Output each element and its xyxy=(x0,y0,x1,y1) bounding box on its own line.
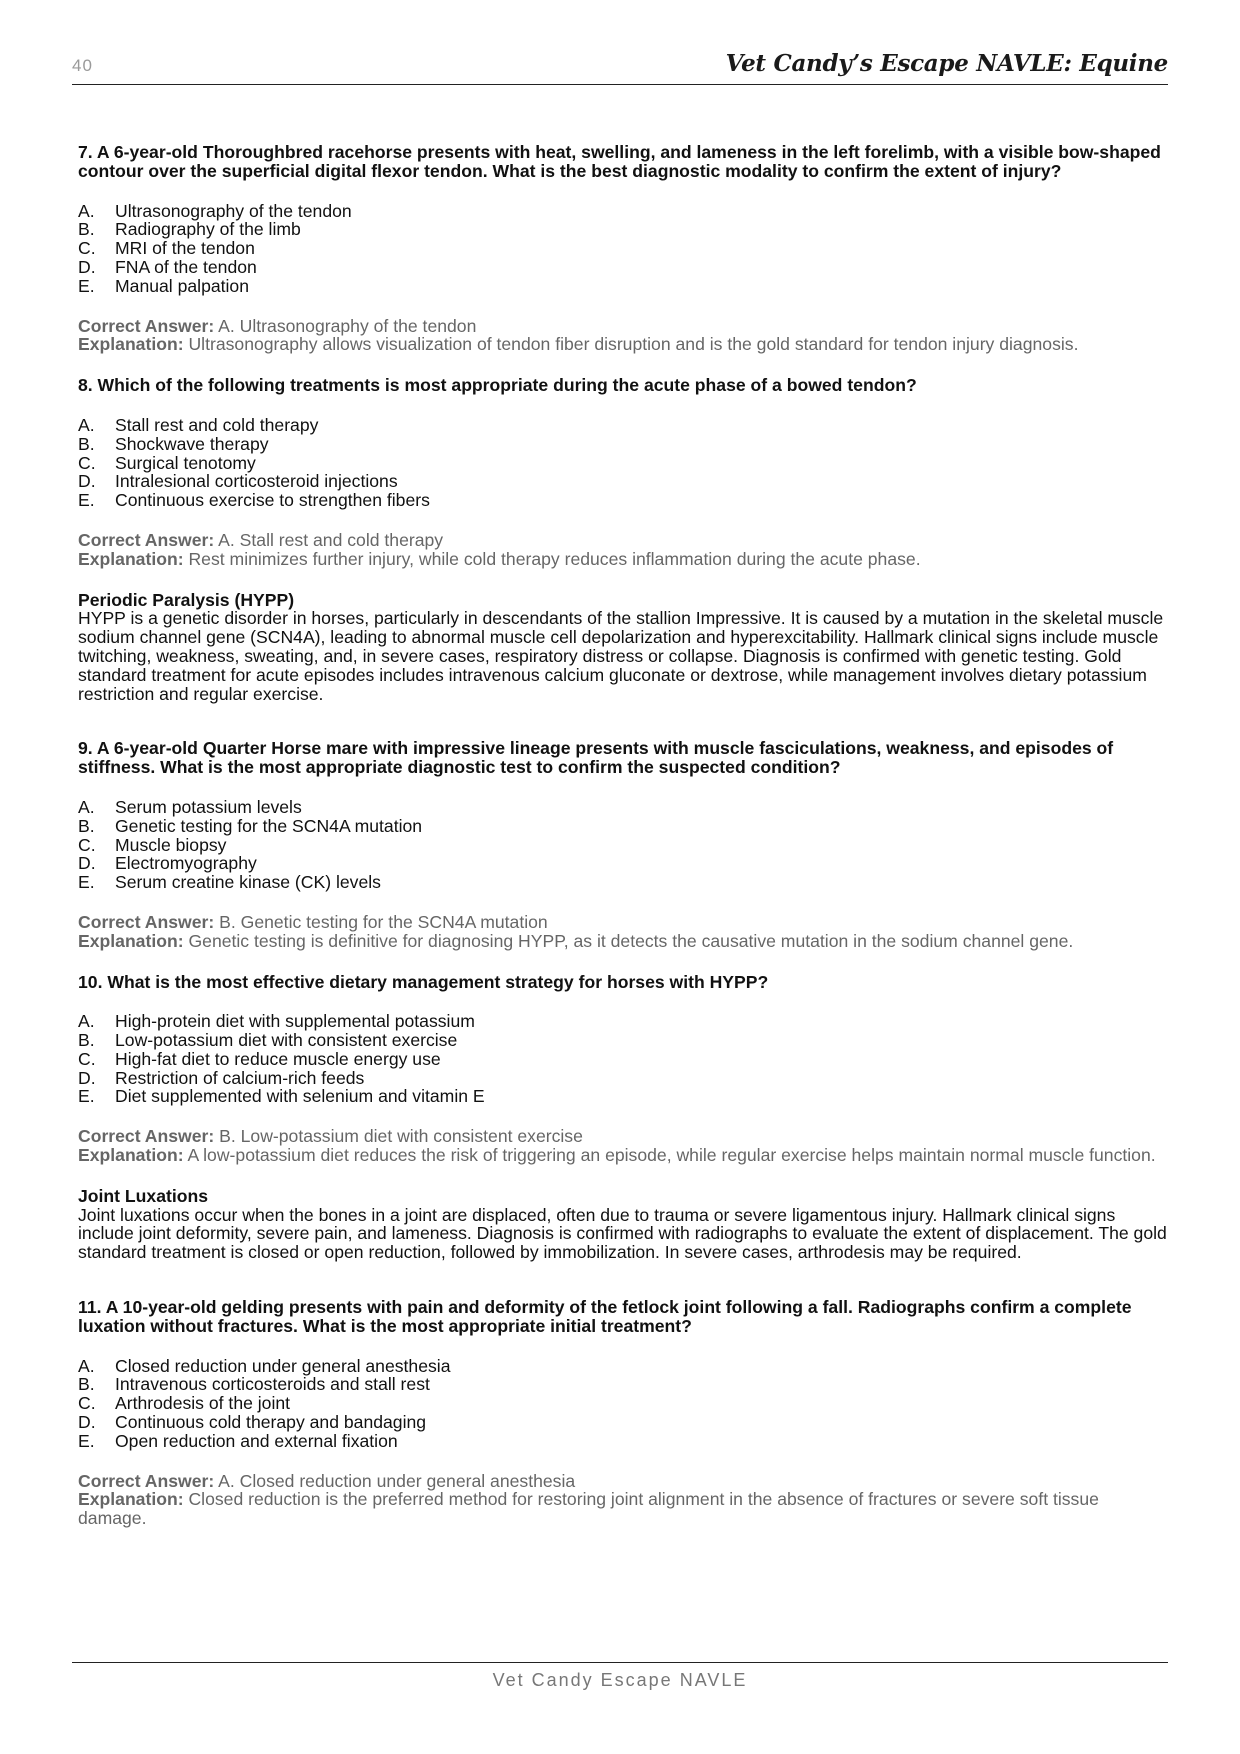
correct-answer xyxy=(78,317,1170,336)
option-letter: C. xyxy=(78,1048,96,1069)
question-10-options xyxy=(78,1012,1170,1106)
option-item xyxy=(78,277,1170,296)
option-text: Closed reduction under general anesthesia xyxy=(115,1355,451,1376)
option-letter: A. xyxy=(78,414,95,435)
option-item xyxy=(78,836,1170,855)
option-item xyxy=(78,202,1170,221)
explanation-label: Explanation: xyxy=(78,548,184,569)
correct-answer-label: Correct Answer: xyxy=(78,1126,215,1147)
option-letter: A. xyxy=(78,200,95,221)
option-item xyxy=(78,1012,1170,1031)
option-item xyxy=(78,854,1170,873)
correct-answer-label: Correct Answer: xyxy=(78,529,215,550)
option-letter: A. xyxy=(78,1355,95,1376)
question-11-options xyxy=(78,1357,1170,1451)
option-text: Continuous exercise to strengthen fibers xyxy=(115,490,430,511)
option-letter: E. xyxy=(78,1430,95,1451)
explanation-text: Genetic testing is definitive for diagnosing HYPP, as it detects the causative mutation in the sodium channel gene. xyxy=(188,930,1074,951)
correct-answer-label: Correct Answer: xyxy=(78,1470,215,1491)
correct-answer-label: Correct Answer: xyxy=(78,911,215,932)
option-item xyxy=(78,798,1170,817)
option-letter: E. xyxy=(78,1086,95,1107)
option-item xyxy=(78,239,1170,258)
option-item xyxy=(78,416,1170,435)
footer-rule xyxy=(72,1662,1168,1663)
option-letter: E. xyxy=(78,872,95,893)
question-9-options xyxy=(78,798,1170,892)
explanation-label: Explanation: xyxy=(78,1489,184,1510)
option-letter: C. xyxy=(78,834,96,855)
correct-answer xyxy=(78,531,1170,550)
option-text: Manual palpation xyxy=(115,275,250,296)
question-7-text: 7. A 6-year-old Thoroughbred racehorse presents with heat, swelling, and lameness in the left forelimb, with a visible bow-shaped contour over the superficial digital flexor tendon. What is the best diagnostic modality to confirm the extent of injury? xyxy=(78,142,1161,181)
option-text: Restriction of calcium-rich feeds xyxy=(115,1067,365,1088)
option-text: Radiography of the limb xyxy=(115,219,301,240)
book-title: Vet Candy’s Escape NAVLE: Equine xyxy=(725,50,1168,77)
option-text: Stall rest and cold therapy xyxy=(115,414,319,435)
page-number: 40 xyxy=(72,56,93,75)
question-block-11 xyxy=(78,1298,1170,1528)
correct-answer xyxy=(78,1127,1170,1146)
correct-answer xyxy=(78,913,1170,932)
option-letter: D. xyxy=(78,256,96,277)
option-letter: B. xyxy=(78,1030,95,1051)
question-block-10 xyxy=(78,973,1170,1165)
question-block-9 xyxy=(78,739,1170,950)
question-11-text: 11. A 10-year-old gelding presents with pain and deformity of the fetlock joint following a fall. Radiographs confirm a complete luxation without fractures. What is the most appropriate initial treatment? xyxy=(78,1297,1132,1336)
question-block-7 xyxy=(78,143,1170,354)
option-text: Ultrasonography of the tendon xyxy=(115,200,352,221)
option-item xyxy=(78,472,1170,491)
option-text: Serum potassium levels xyxy=(115,796,302,817)
option-text: Shockwave therapy xyxy=(115,433,269,454)
option-letter: A. xyxy=(78,796,95,817)
topic-joint-luxations xyxy=(78,1187,1170,1262)
option-item xyxy=(78,491,1170,510)
explanation xyxy=(78,1490,1170,1528)
option-text: Genetic testing for the SCN4A mutation xyxy=(115,815,423,836)
question-9-text: 9. A 6-year-old Quarter Horse mare with impressive lineage presents with muscle fasciculations, weakness, and episodes of stiffness. What is the most appropriate diagnostic test to confirm the suspected condition? xyxy=(78,738,1114,778)
question-block-8 xyxy=(78,376,1170,568)
option-letter: D. xyxy=(78,1067,96,1088)
question-8-options xyxy=(78,416,1170,510)
option-letter: E. xyxy=(78,490,95,511)
option-letter: C. xyxy=(78,452,96,473)
correct-answer-value: B. Low-potassium diet with consistent exercise xyxy=(219,1126,583,1147)
explanation-label: Explanation: xyxy=(78,930,184,951)
option-text: Continuous cold therapy and bandaging xyxy=(115,1412,427,1433)
option-item xyxy=(78,1031,1170,1050)
option-letter: D. xyxy=(78,1412,96,1433)
option-text: Diet supplemented with selenium and vitamin E xyxy=(115,1086,485,1107)
option-item xyxy=(78,817,1170,836)
option-letter: A. xyxy=(78,1011,95,1032)
explanation-text: A low-potassium diet reduces the risk of triggering an episode, while regular exercise helps maintain normal muscle function. xyxy=(187,1145,1156,1166)
topic-body: HYPP is a genetic disorder in horses, particularly in descendants of the stallion Impressive. It is caused by a mutation in the skeletal muscle sodium channel gene (SCN4A), leading to abnormal muscle cell depolarization and hyperexcitability. Hallmark clinical signs include muscle twitching, weakness, sweating, and, in severe cases, respiratory distress or collapse. Diagnosis is confirmed with genetic testing. Gold standard treatment for acute episodes includes intravenous calcium gluconate or dextrose, while management involves dietary potassium restriction and regular exercise. xyxy=(78,608,1164,704)
option-letter: B. xyxy=(78,219,95,240)
option-letter: C. xyxy=(78,1393,96,1414)
option-text: Open reduction and external fixation xyxy=(115,1430,398,1451)
option-item xyxy=(78,873,1170,892)
option-letter: D. xyxy=(78,853,96,874)
explanation xyxy=(78,550,1170,569)
correct-answer-value: A. Closed reduction under general anesthesia xyxy=(218,1470,576,1491)
explanation xyxy=(78,932,1170,951)
option-item xyxy=(78,1050,1170,1069)
option-text: High-protein diet with supplemental potassium xyxy=(115,1011,475,1032)
footer-text: Vet Candy Escape NAVLE xyxy=(492,1670,748,1690)
option-item xyxy=(78,1413,1170,1432)
topic-body: Joint luxations occur when the bones in a joint are displaced, often due to trauma or severe ligamentous injury. Hallmark clinical signs include joint deformity, severe pain, and lameness. Diagnosis is confirmed with radiographs to evaluate the extent of displacement. The gold standard treatment is closed or open reduction, followed by immobilization. In severe cases, arthrodesis may be required. xyxy=(78,1204,1167,1263)
topic-title: Periodic Paralysis (HYPP) xyxy=(78,589,295,610)
option-text: Surgical tenotomy xyxy=(115,452,256,473)
option-letter: C. xyxy=(78,238,96,259)
option-text: High-fat diet to reduce muscle energy use xyxy=(115,1048,441,1069)
option-item xyxy=(78,1069,1170,1088)
option-item xyxy=(78,1357,1170,1376)
option-text: MRI of the tendon xyxy=(115,238,255,259)
option-item xyxy=(78,454,1170,473)
topic-hypp xyxy=(78,591,1170,704)
correct-answer-label: Correct Answer: xyxy=(78,315,215,336)
option-text: Intralesional corticosteroid injections xyxy=(115,471,398,492)
option-item xyxy=(78,258,1170,277)
explanation-label: Explanation: xyxy=(78,1145,184,1166)
correct-answer-value: B. Genetic testing for the SCN4A mutation xyxy=(219,911,548,932)
option-item xyxy=(78,435,1170,454)
correct-answer-value: A. Ultrasonography of the tendon xyxy=(218,315,477,336)
option-text: Electromyography xyxy=(115,853,257,874)
option-letter: B. xyxy=(78,815,95,836)
option-item xyxy=(78,220,1170,239)
header-rule xyxy=(72,84,1168,85)
explanation-text: Closed reduction is the preferred method for restoring joint alignment in the absence of fractures or severe soft tissue damage. xyxy=(78,1489,1099,1529)
explanation xyxy=(78,1146,1170,1165)
option-text: Intravenous corticosteroids and stall rest xyxy=(115,1374,430,1395)
option-text: Low-potassium diet with consistent exercise xyxy=(115,1030,458,1051)
explanation-label: Explanation: xyxy=(78,334,184,355)
option-text: Muscle biopsy xyxy=(115,834,227,855)
option-letter: D. xyxy=(78,471,96,492)
page-content xyxy=(78,143,1170,1550)
topic-title: Joint Luxations xyxy=(78,1185,209,1206)
option-text: Serum creatine kinase (CK) levels xyxy=(115,872,381,893)
option-item xyxy=(78,1087,1170,1106)
correct-answer-value: A. Stall rest and cold therapy xyxy=(218,529,444,550)
option-text: FNA of the tendon xyxy=(115,256,257,277)
explanation xyxy=(78,335,1170,354)
question-7-options xyxy=(78,202,1170,296)
correct-answer xyxy=(78,1472,1170,1491)
explanation-text: Rest minimizes further injury, while cold therapy reduces inflammation during the acute phase. xyxy=(188,548,921,569)
option-letter: B. xyxy=(78,1374,95,1395)
option-item xyxy=(78,1394,1170,1413)
option-letter: B. xyxy=(78,433,95,454)
question-10-text: 10. What is the most effective dietary management strategy for horses with HYPP? xyxy=(78,971,769,992)
option-item xyxy=(78,1375,1170,1394)
option-text: Arthrodesis of the joint xyxy=(115,1393,291,1414)
question-8-text: 8. Which of the following treatments is most appropriate during the acute phase of a bowed tendon? xyxy=(78,375,917,396)
option-item xyxy=(78,1432,1170,1451)
option-letter: E. xyxy=(78,275,95,296)
explanation-text: Ultrasonography allows visualization of tendon fiber disruption and is the gold standard for tendon injury diagnosis. xyxy=(188,334,1079,355)
